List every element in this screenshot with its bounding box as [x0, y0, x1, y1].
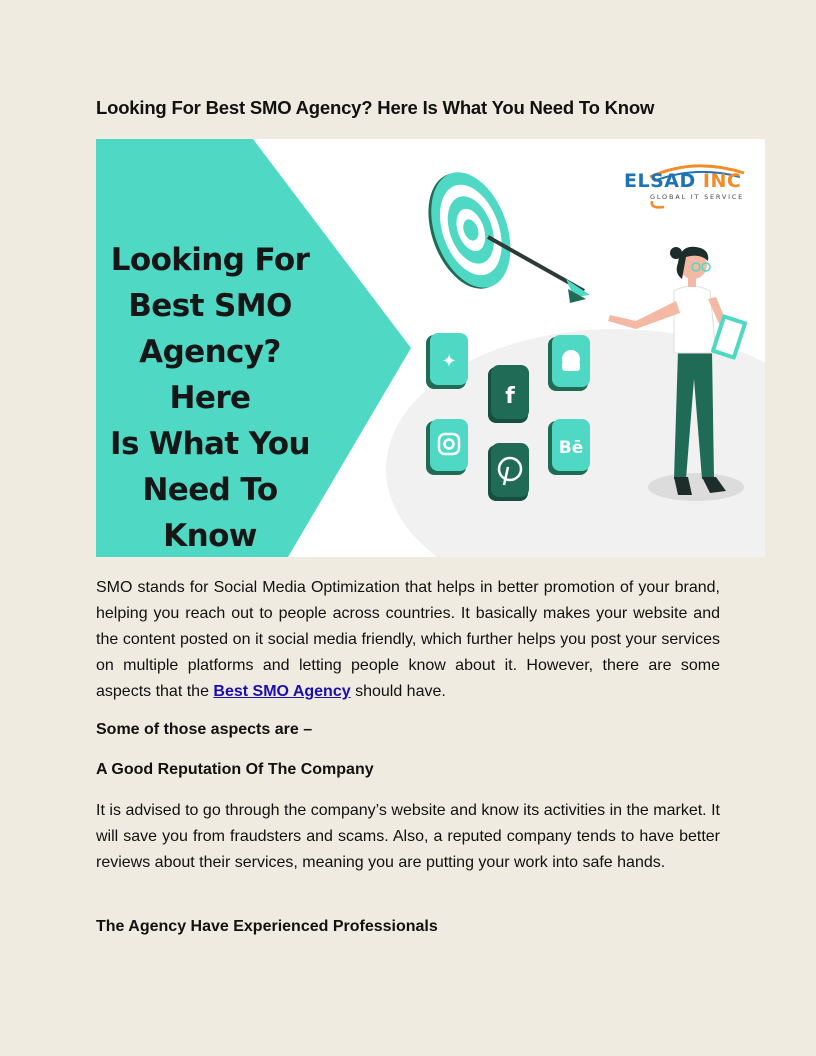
svg-text:✦: ✦ — [441, 351, 457, 372]
logo-tagline: GLOBAL IT SERVICE — [650, 193, 745, 201]
snapchat-icon — [548, 335, 590, 391]
banner-line: Agency? Here — [139, 334, 281, 416]
banner-image — [96, 139, 765, 557]
twitter-icon — [426, 333, 468, 389]
banner-headline — [96, 237, 324, 557]
behance-icon — [548, 419, 590, 475]
banner-line: Looking For — [110, 242, 310, 278]
banner-line: Best SMO — [128, 288, 292, 324]
facebook-icon — [488, 365, 529, 423]
professionals-heading: The Agency Have Experienced Professionals — [96, 918, 438, 935]
banner-line: Need To — [142, 472, 278, 508]
reputation-paragraph: It is advised to go through the company’s website and know its activities in the market. It will save you from fraudsters and scams. Also, a reputed company tends to have better reviews about their services, meaning you are putting your work into safe hands. — [96, 802, 720, 871]
svg-text:f: f — [505, 384, 515, 409]
svg-text:Bē: Bē — [558, 438, 584, 458]
best-smo-agency-link[interactable]: Best SMO Agency — [213, 683, 351, 700]
logo-name-part1: ELSAD — [624, 170, 703, 192]
pinterest-icon — [488, 443, 529, 501]
banner-line: Is What You — [110, 426, 310, 462]
company-logo — [624, 163, 764, 213]
instagram-icon — [426, 419, 468, 475]
banner-line: Know — [163, 518, 257, 554]
page-title: Looking For Best SMO Agency? Here Is What You Need To Know — [96, 97, 655, 118]
reputation-heading: A Good Reputation Of The Company — [96, 761, 374, 778]
aspects-heading: Some of those aspects are – — [96, 721, 313, 738]
intro-paragraph — [96, 575, 720, 705]
logo-name-part2: INC — [702, 170, 742, 192]
logo-name — [624, 170, 741, 192]
intro-text: SMO stands for Social Media Optimization that helps in better promotion of your brand, helping you reach out to people across countries. It basically makes your website and the content posted on it social media friendly, which further helps you post your services on multiple platforms and letting people know about it. However, there are some aspects that the — [96, 579, 720, 700]
target-icon — [414, 161, 526, 299]
intro-text-end: should have. — [350, 683, 446, 700]
